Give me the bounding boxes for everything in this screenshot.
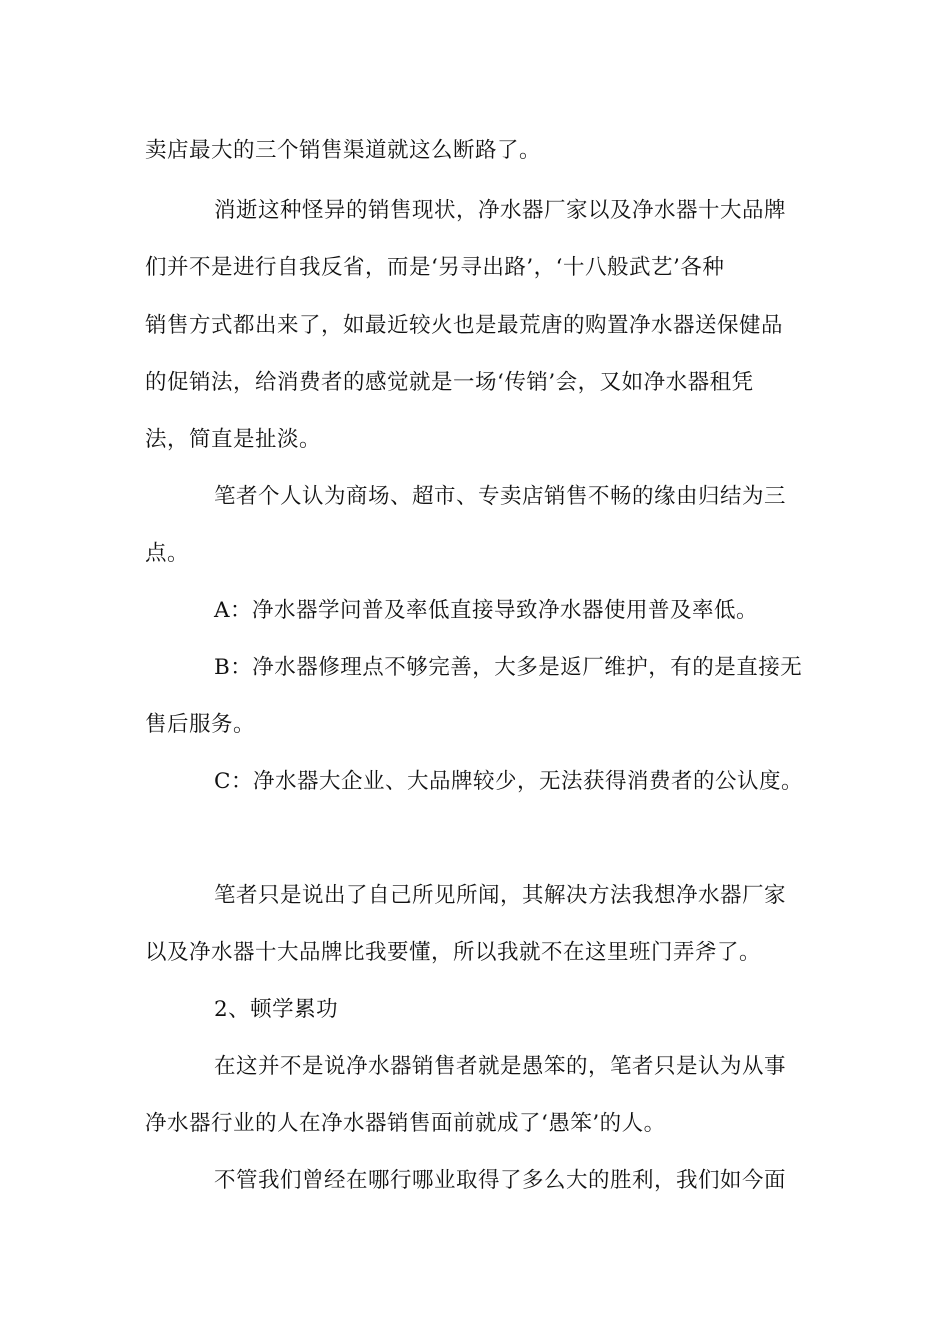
text-line-continuation: 卖店最大的三个销售渠道就这么断路了。 xyxy=(145,138,542,163)
paragraph-first-line: 不管我们曾经在哪行哪业取得了多么大的胜利，我们如今面 xyxy=(214,1168,787,1193)
text-line: 法，简直是扯淡。 xyxy=(145,427,322,452)
text-line: 以及净水器十大品牌比我要懂，所以我就不在这里班门弄斧了。 xyxy=(145,940,762,965)
paragraph-first-line: 在这并不是说净水器销售者就是愚笨的，笔者只是认为从事 xyxy=(214,1054,787,1079)
text-line: 售后服务。 xyxy=(145,712,256,737)
paragraph-first-line: 消逝这种怪异的销售现状，净水器厂家以及净水器十大品牌 xyxy=(214,198,787,223)
list-item-a: A：净水器学问普及率低直接导致净水器使用普及率低。 xyxy=(214,598,759,623)
text-line: 们并不是进行自我反省，而是‘另寻出路’，‘十八般武艺’各种 xyxy=(145,255,725,280)
list-item-c: C：净水器大企业、大品牌较少，无法获得消费者的公认度。 xyxy=(214,769,803,794)
text-line: 净水器行业的人在净水器销售面前就成了‘愚笨’的人。 xyxy=(145,1111,666,1136)
paragraph-first-line: 笔者只是说出了自己所见所闻，其解决方法我想净水器厂家 xyxy=(214,883,787,908)
text-line: 的促销法，给消费者的感觉就是一场‘传销’会，又如净水器租凭 xyxy=(145,370,754,395)
text-line: 销售方式都出来了，如最近较火也是最荒唐的购置净水器送保健品 xyxy=(145,313,784,338)
paragraph-first-line: 笔者个人认为商场、超市、专卖店销售不畅的缘由归结为三 xyxy=(214,484,787,509)
text-line: 点。 xyxy=(145,541,190,566)
list-item-b: B：净水器修理点不够完善，大多是返厂维护，有的是直接无 xyxy=(214,655,803,680)
section-heading: 2、顿学累功 xyxy=(214,997,339,1022)
